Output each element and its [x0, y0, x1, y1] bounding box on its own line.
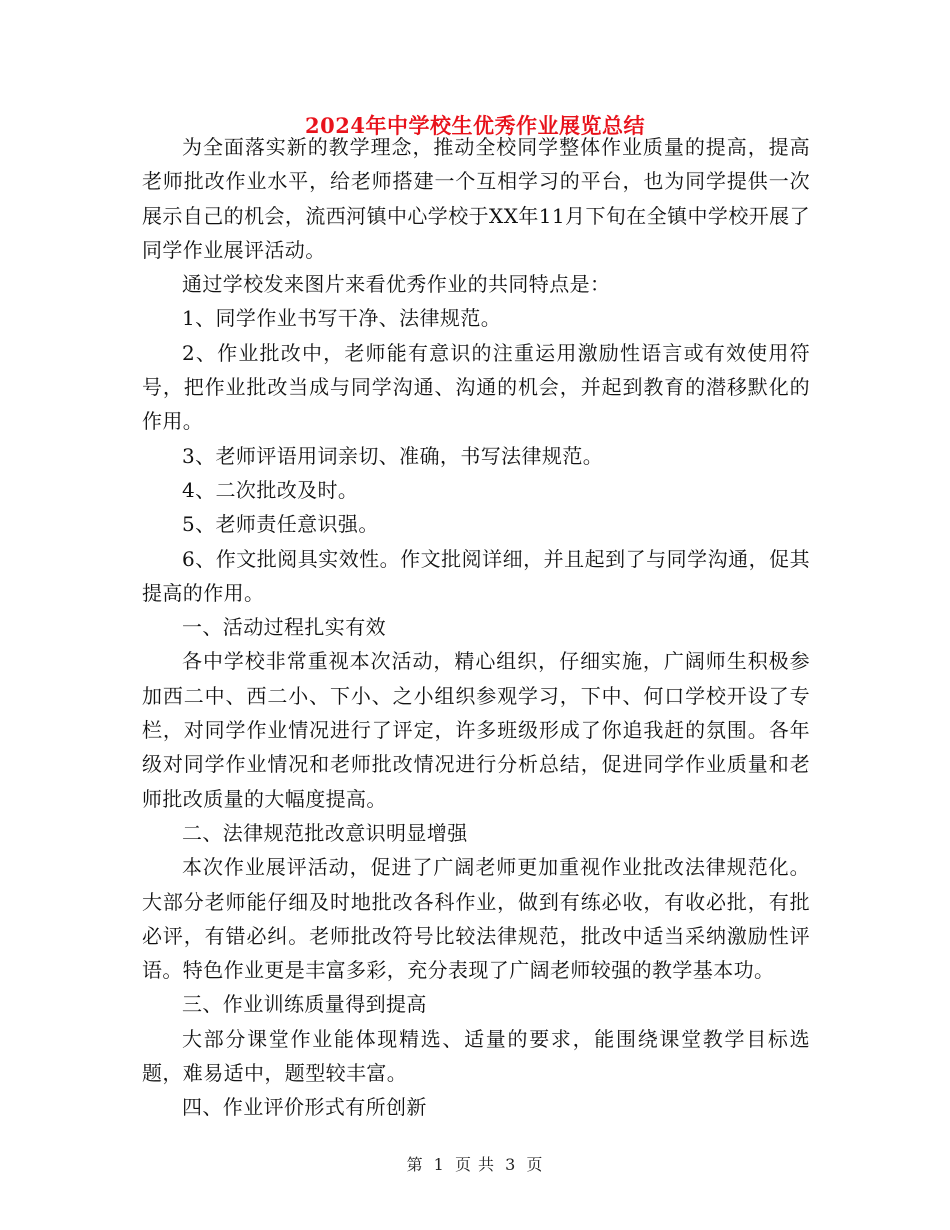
paragraph: 通过学校发来图片来看优秀作业的共同特点是： [182, 272, 611, 297]
page-label-mid: 页 共 [454, 1155, 496, 1174]
list-item: 6、作文批阅具实效性。作文批阅详细，并且起到了与同学沟通，促其提高的作用。 [142, 546, 810, 605]
paragraph: 为全面落实新的教学理念，推动全校同学整体作业质量的提高，提高老师批改作业水平，给老师搭建一个互相学习的平台，也为同学提供一次展示自己的机会，流西河镇中心学校于XX年11月下旬在全镇中学校开展了同学作业展评活动。 [142, 135, 810, 262]
page-label-prefix: 第 [406, 1155, 424, 1174]
section-heading: 三、作业训练质量得到提高 [182, 992, 427, 1017]
section-heading: 一、活动过程扎实有效 [182, 615, 386, 640]
page-footer [0, 1152, 950, 1175]
paragraph: 各中学校非常重视本次活动，精心组织，仔细实施，广阔师生积极参加西二中、西二小、下小、之小组织参观学习，下中、何口学校开设了专栏，对同学作业情况进行了评定，许多班级形成了你追我赶的氛围。各年级对同学作业情况和老师批改情况进行分析总结，促进同学作业质量和老师批改质量的大幅度提高。 [142, 649, 810, 811]
list-item: 5、老师责任意识强。 [182, 512, 379, 537]
page-current: 1 [433, 1155, 445, 1174]
section-heading: 二、法律规范批改意识明显增强 [182, 820, 468, 845]
list-item: 2、作业批改中，老师能有意识的注重运用激励性语言或有效使用符号，把作业批改当成与同学沟通、沟通的机会，并起到教育的潜移默化的作用。 [142, 340, 810, 434]
list-item: 4、二次批改及时。 [182, 477, 359, 502]
paragraph: 大部分课堂作业能体现精选、适量的要求，能围绕课堂教学目标选题，难易适中，题型较丰富。 [142, 1026, 810, 1086]
document-body [142, 130, 810, 1125]
list-item: 1、同学作业书写干净、法律规范。 [182, 306, 502, 331]
page-label-suffix: 页 [526, 1155, 544, 1174]
page-total: 3 [505, 1155, 517, 1174]
section-heading: 四、作业评价形式有所创新 [182, 1095, 427, 1120]
paragraph: 本次作业展评活动，促进了广阔老师更加重视作业批改法律规范化。大部分老师能仔细及时地批改各科作业，做到有练必收，有收必批，有批必评，有错必纠。老师批改符号比较法律规范，批改中适当采纳激励性评语。特色作业更是丰富多彩，充分表现了广阔老师较强的教学基本功。 [142, 855, 810, 983]
document-title: 2024年中学校生优秀作业展览总结 [305, 113, 645, 138]
list-item: 3、老师评语用词亲切、准确，书写法律规范。 [182, 443, 604, 468]
